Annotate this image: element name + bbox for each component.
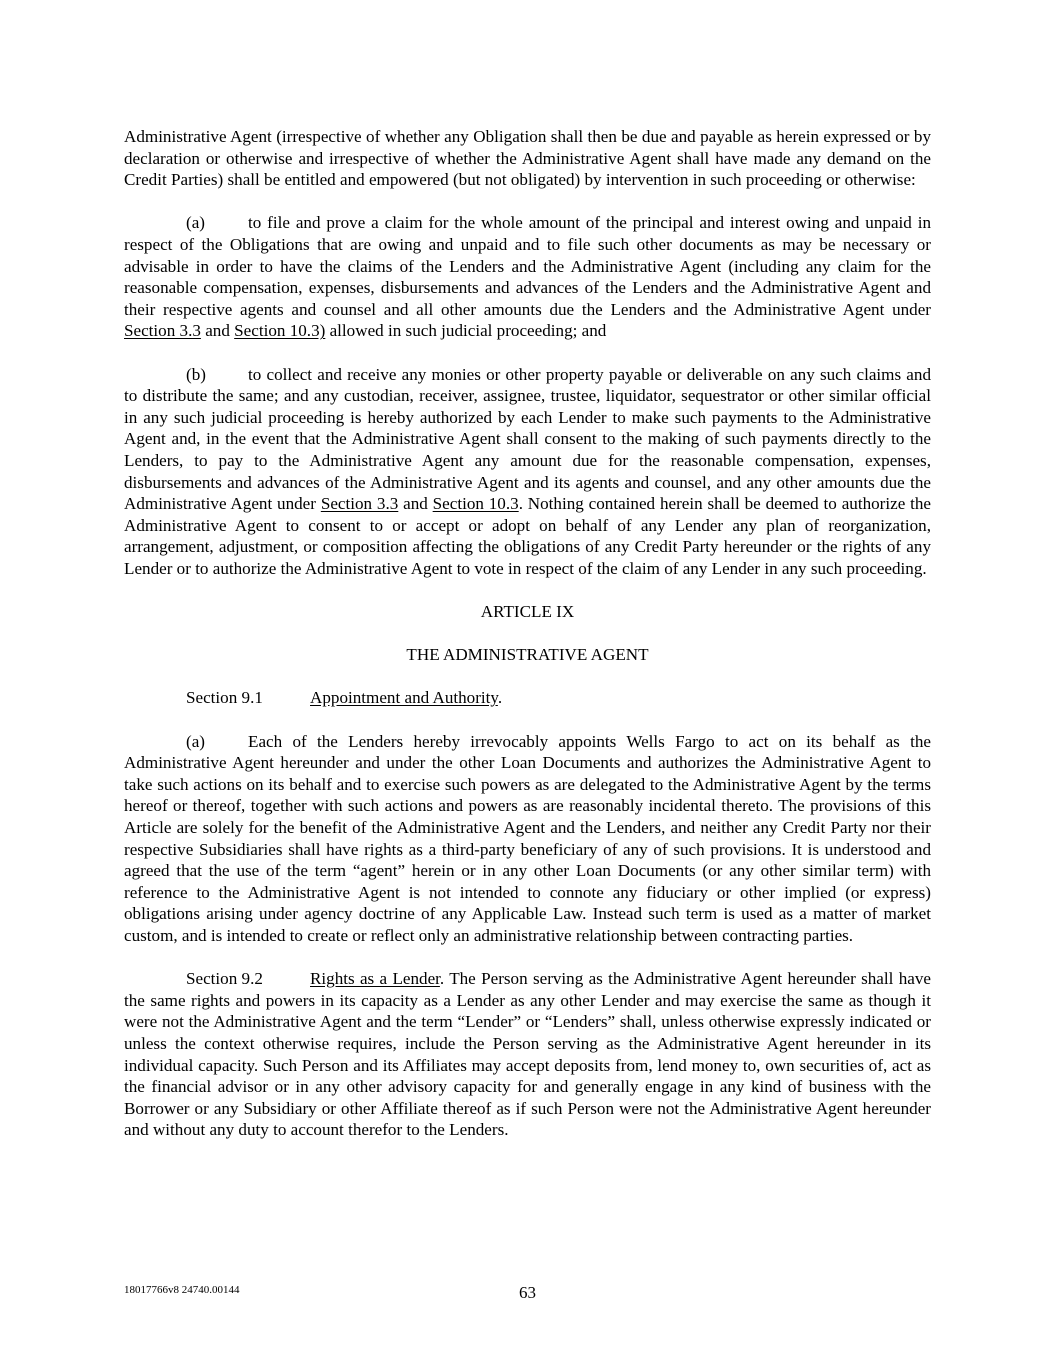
section-3-3-reference: Section 3.3	[320, 494, 399, 514]
clause-b-text-2: and	[398, 494, 433, 514]
section-9-1-title-end: .	[497, 688, 503, 708]
clause-a-label: (a)	[186, 213, 205, 233]
clause-b-paragraph	[124, 364, 931, 580]
page-number: 63	[519, 1283, 536, 1302]
clause-a-text-2: and	[200, 321, 235, 341]
article-title: THE ADMINISTRATIVE AGENT	[406, 645, 649, 665]
section-10-3-reference: Section 10.3	[432, 494, 519, 514]
clause-a-paragraph	[124, 212, 931, 342]
document-body	[124, 126, 931, 1163]
clause-b-text-1: to collect and receive any monies or other property payable or deliverable on any such claims and to distribute the same; and any custodian, receiver, assignee, trustee, liquidator, sequestrator or other similar official in any such judicial proceeding is hereby authorized by each Lender to make such payments to the Administrative Agent and, in the event that the Administrative Agent shall consent to the making of such payments directly to the Lenders, to pay to the Administrative Agent any amount due for the reasonable compensation, expenses, disbursements and advances of the Administrative Agent and its agents and counsel, and any other amounts due the Administrative Agent under	[124, 364, 931, 514]
clause-a-text-3: allowed in such judicial proceeding; and	[325, 321, 607, 341]
section-9-2-text: . The Person serving as the Administrative Agent hereunder shall have the same rights and powers in its capacity as a Lender as any other Lender and may exercise the same as though it were not the Administrative Agent and the term “Lender” or “Lenders” shall, unless otherwise expressly indicated or unless the context otherwise requires, include the Person serving as the Administrative Agent hereunder in its individual capacity. Such Person and its Affiliates may accept deposits from, lend money to, own securities of, act as the financial advisor or in any other advisory capacity for and generally engage in any kind of business with the Borrower or any Subsidiary or other Affiliate thereof as if such Person were not the Administrative Agent hereunder and without any duty to account therefor to the Lenders.	[124, 969, 931, 1140]
section-9-2-number: Section 9.2	[186, 969, 263, 989]
section-3-3-reference: Section 3.3	[124, 321, 201, 341]
section-9-1-heading	[124, 687, 931, 709]
section-9-2-paragraph	[124, 968, 931, 1141]
section-9-1-clause-a-label: (a)	[186, 731, 205, 751]
document-id: 18017766v8 24740.00144	[124, 1284, 240, 1296]
section-9-1-clause-a-text: Each of the Lenders hereby irrevocably appoints Wells Fargo to act on its behalf as the Administrative Agent hereunder and under the other Loan Documents and authorizes the Administrative Agent to take such actions on its behalf and to exercise such powers as are delegated to the Administrative Agent by the terms hereof or thereof, together with such actions and powers as are reasonably incidental thereto. The provisions of this Article are solely for the benefit of the Administrative Agent and the Lenders, and neither any Credit Party nor their respective Subsidiaries shall have rights as a third-party beneficiary of any of such provisions. It is understood and agreed that the use of the term “agent” herein or in any other Loan Documents (or any other similar term) with reference to the Administrative Agent is not intended to connote any fiduciary or other implied (or express) obligations arising under agency doctrine of any Applicable Law. Instead such term is used as a matter of market custom, and is intended to create or reflect only an administrative relationship between contracting parties.	[124, 731, 931, 945]
intro-paragraph: Administrative Agent (irrespective of whether any Obligation shall then be due and payable as herein expressed or by declaration or otherwise and irrespective of whether the Administrative Agent shall have made any demand on the Credit Parties) shall be entitled and empowered (but not obligated) by intervention in such proceeding or otherwise:	[124, 127, 931, 190]
section-10-3-reference: Section 10.3)	[234, 321, 326, 341]
clause-b-label: (b)	[186, 364, 206, 384]
section-9-1-clause-a	[124, 731, 931, 947]
section-9-1-number: Section 9.1	[186, 688, 263, 708]
section-9-1-title: Appointment and Authority	[310, 688, 498, 708]
section-9-2-title: Rights as a Lender	[310, 969, 440, 989]
clause-a-text-1: to file and prove a claim for the whole amount of the principal and interest owing and unpaid in respect of the Obligations that are owing and unpaid and to file such other documents as may be necessary or advisable in order to have the claims of the Lenders and the Administrative Agent (including any claim for the reasonable compensation, expenses, disbursements and advances of the Lenders and the Administrative Agent and their respective agents and counsel and all other amounts due the Lenders and the Administrative Agent under	[124, 213, 931, 319]
clause-b-text-3: . Nothing contained herein shall be deemed to authorize the Administrative Agent to consent to or accept or adopt on behalf of any Lender any plan of reorganization, arrangement, adjustment, or composition affecting the obligations of any Credit Party hereunder or the rights of any Lender or to authorize the Administrative Agent to vote in respect of the claim of any Lender in any such proceeding.	[124, 494, 932, 578]
article-number: ARTICLE IX	[480, 602, 575, 622]
